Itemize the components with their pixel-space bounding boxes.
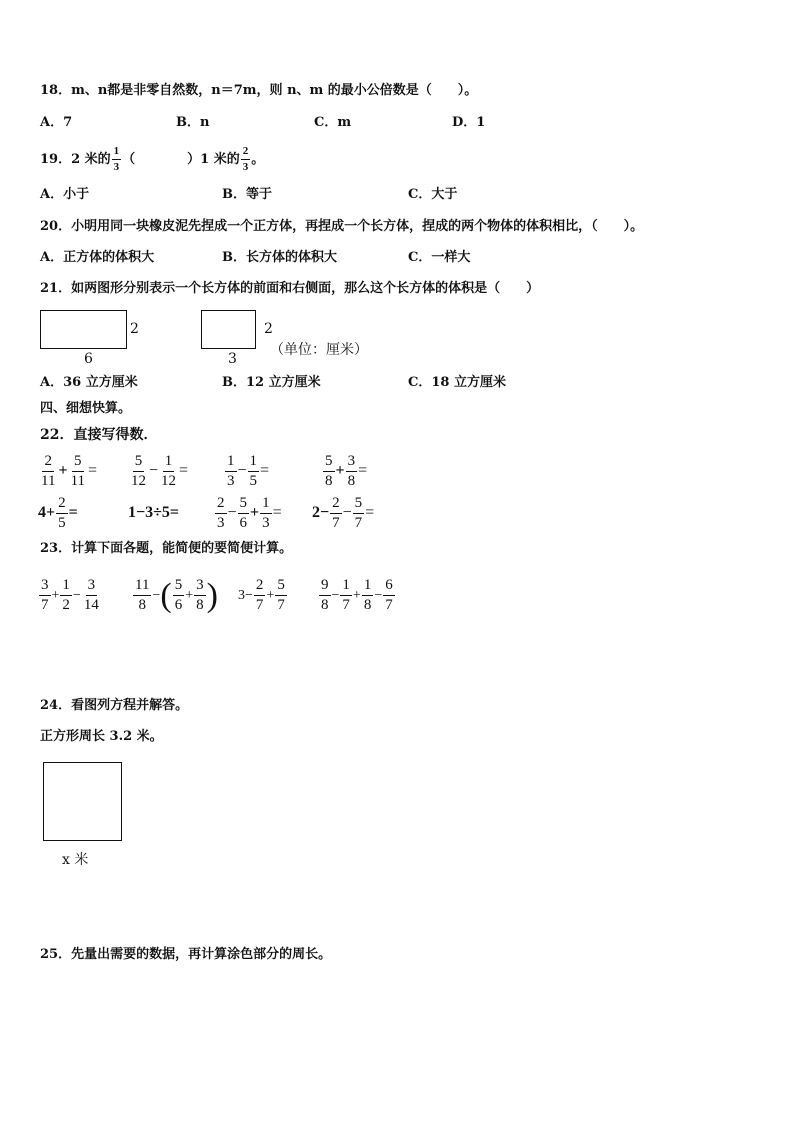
q22-expression-5: 4+ $\frac{2}{5}$ = (38, 494, 78, 531)
front-face-rectangle (40, 310, 127, 349)
q23-expression-4: $\frac{9}{8}$ − $\frac{1}{7}$ + $\frac{1}{8}$ − $\frac{6}{7}$ (321, 577, 393, 614)
q20-stem: 20．小明用同一块橡皮泥先捏成一个正方体，再捏成一个长方体，捏成的两个物体的体积相比，（ ）。 (40, 219, 644, 234)
q19-fraction-1: $\frac{1}{3}$ (113, 145, 120, 173)
q20-option-b[interactable]: B．长方体的体积大 (222, 250, 337, 265)
q23-expression-3: 3− $\frac{2}{7}$ + $\frac{5}{7}$ (238, 577, 285, 614)
q19-option-b[interactable]: B．等于 (222, 187, 272, 202)
q22-expression-6: 1−3÷5= (128, 504, 180, 521)
q21-option-b[interactable]: B．12 立方厘米 (222, 375, 321, 390)
q20-option-c[interactable]: C．一样大 (408, 250, 471, 265)
q18-option-c[interactable]: C．m (314, 115, 352, 130)
q21-option-a[interactable]: A．36 立方厘米 (40, 375, 138, 390)
q22-expression-1: $\frac{2}{11}$ + $\frac{5}{11}$ = (41, 452, 98, 489)
q19-number: 19． (40, 152, 72, 167)
q22-stem: 22．直接写得数． (40, 427, 158, 443)
q22-expression-7: $\frac{2}{3}$ − $\frac{5}{6}$ + $\frac{1}{3}$ = (217, 494, 282, 531)
q24-stem: 24．看图列方程并解答。 (40, 698, 189, 713)
q22-expression-4: $\frac{5}{8}$ + $\frac{3}{8}$ = (325, 452, 368, 489)
q18-stem: 18．m、n都是非零自然数，n＝7m，则 n、m 的最小公倍数是（ ）。 (40, 83, 478, 98)
q19-option-a[interactable]: A．小于 (40, 187, 90, 202)
q23-expression-1: $\frac{3}{7}$ + $\frac{1}{2}$ − $\frac{3}{14}$ (41, 577, 99, 614)
side-face-width-label: 3 (228, 351, 237, 367)
q25-stem: 25．先量出需要的数据，再计算涂色部分的周长。 (40, 947, 332, 962)
q18-option-a[interactable]: A．7 (40, 115, 73, 130)
q19-text-1: 2 米的 (71, 152, 111, 167)
section-heading: 四、细想快算。 (40, 401, 132, 416)
q19-option-c[interactable]: C．大于 (408, 187, 458, 202)
side-face-height-label: 2 (264, 321, 273, 337)
q20-option-a[interactable]: A．正方体的体积大 (40, 250, 155, 265)
q19-stem (40, 146, 264, 174)
q24-subtext: 正方形周长 3.2 米。 (40, 729, 163, 744)
q19-text-3: 。 (251, 152, 265, 167)
square-side-label: x 米 (62, 852, 89, 868)
q21-option-c[interactable]: C．18 立方厘米 (408, 375, 506, 390)
q22-expression-8: 2− $\frac{2}{7}$ − $\frac{5}{7}$ = (312, 494, 375, 531)
q22-expression-2: $\frac{5}{12}$ − $\frac{1}{12}$ = (131, 452, 189, 489)
q19-fraction-2: $\frac{2}{3}$ (242, 145, 249, 173)
square-figure (43, 762, 122, 841)
front-face-height-label: 2 (130, 321, 139, 337)
q21-stem: 21．如两图形分别表示一个长方体的前面和右侧面，那么这个长方体的体积是（ ） (40, 281, 540, 296)
q18-option-d[interactable]: D．1 (452, 115, 486, 130)
front-face-length-label: 6 (84, 351, 93, 367)
q22-expression-3: $\frac{1}{3}$ − $\frac{1}{5}$ = (227, 452, 270, 489)
side-face-rectangle (201, 310, 256, 349)
q23-stem: 23．计算下面各题，能简便的要简便计算。 (40, 541, 293, 556)
q18-option-b[interactable]: B．n (176, 115, 210, 130)
q23-expression-2: $\frac{11}{8}$ −( $\frac{5}{6}$ + $\frac{3}{8}$ ) (135, 576, 218, 614)
q19-text-2: （ ）1 米的 (122, 152, 240, 167)
unit-label: （单位：厘米） (270, 342, 368, 358)
